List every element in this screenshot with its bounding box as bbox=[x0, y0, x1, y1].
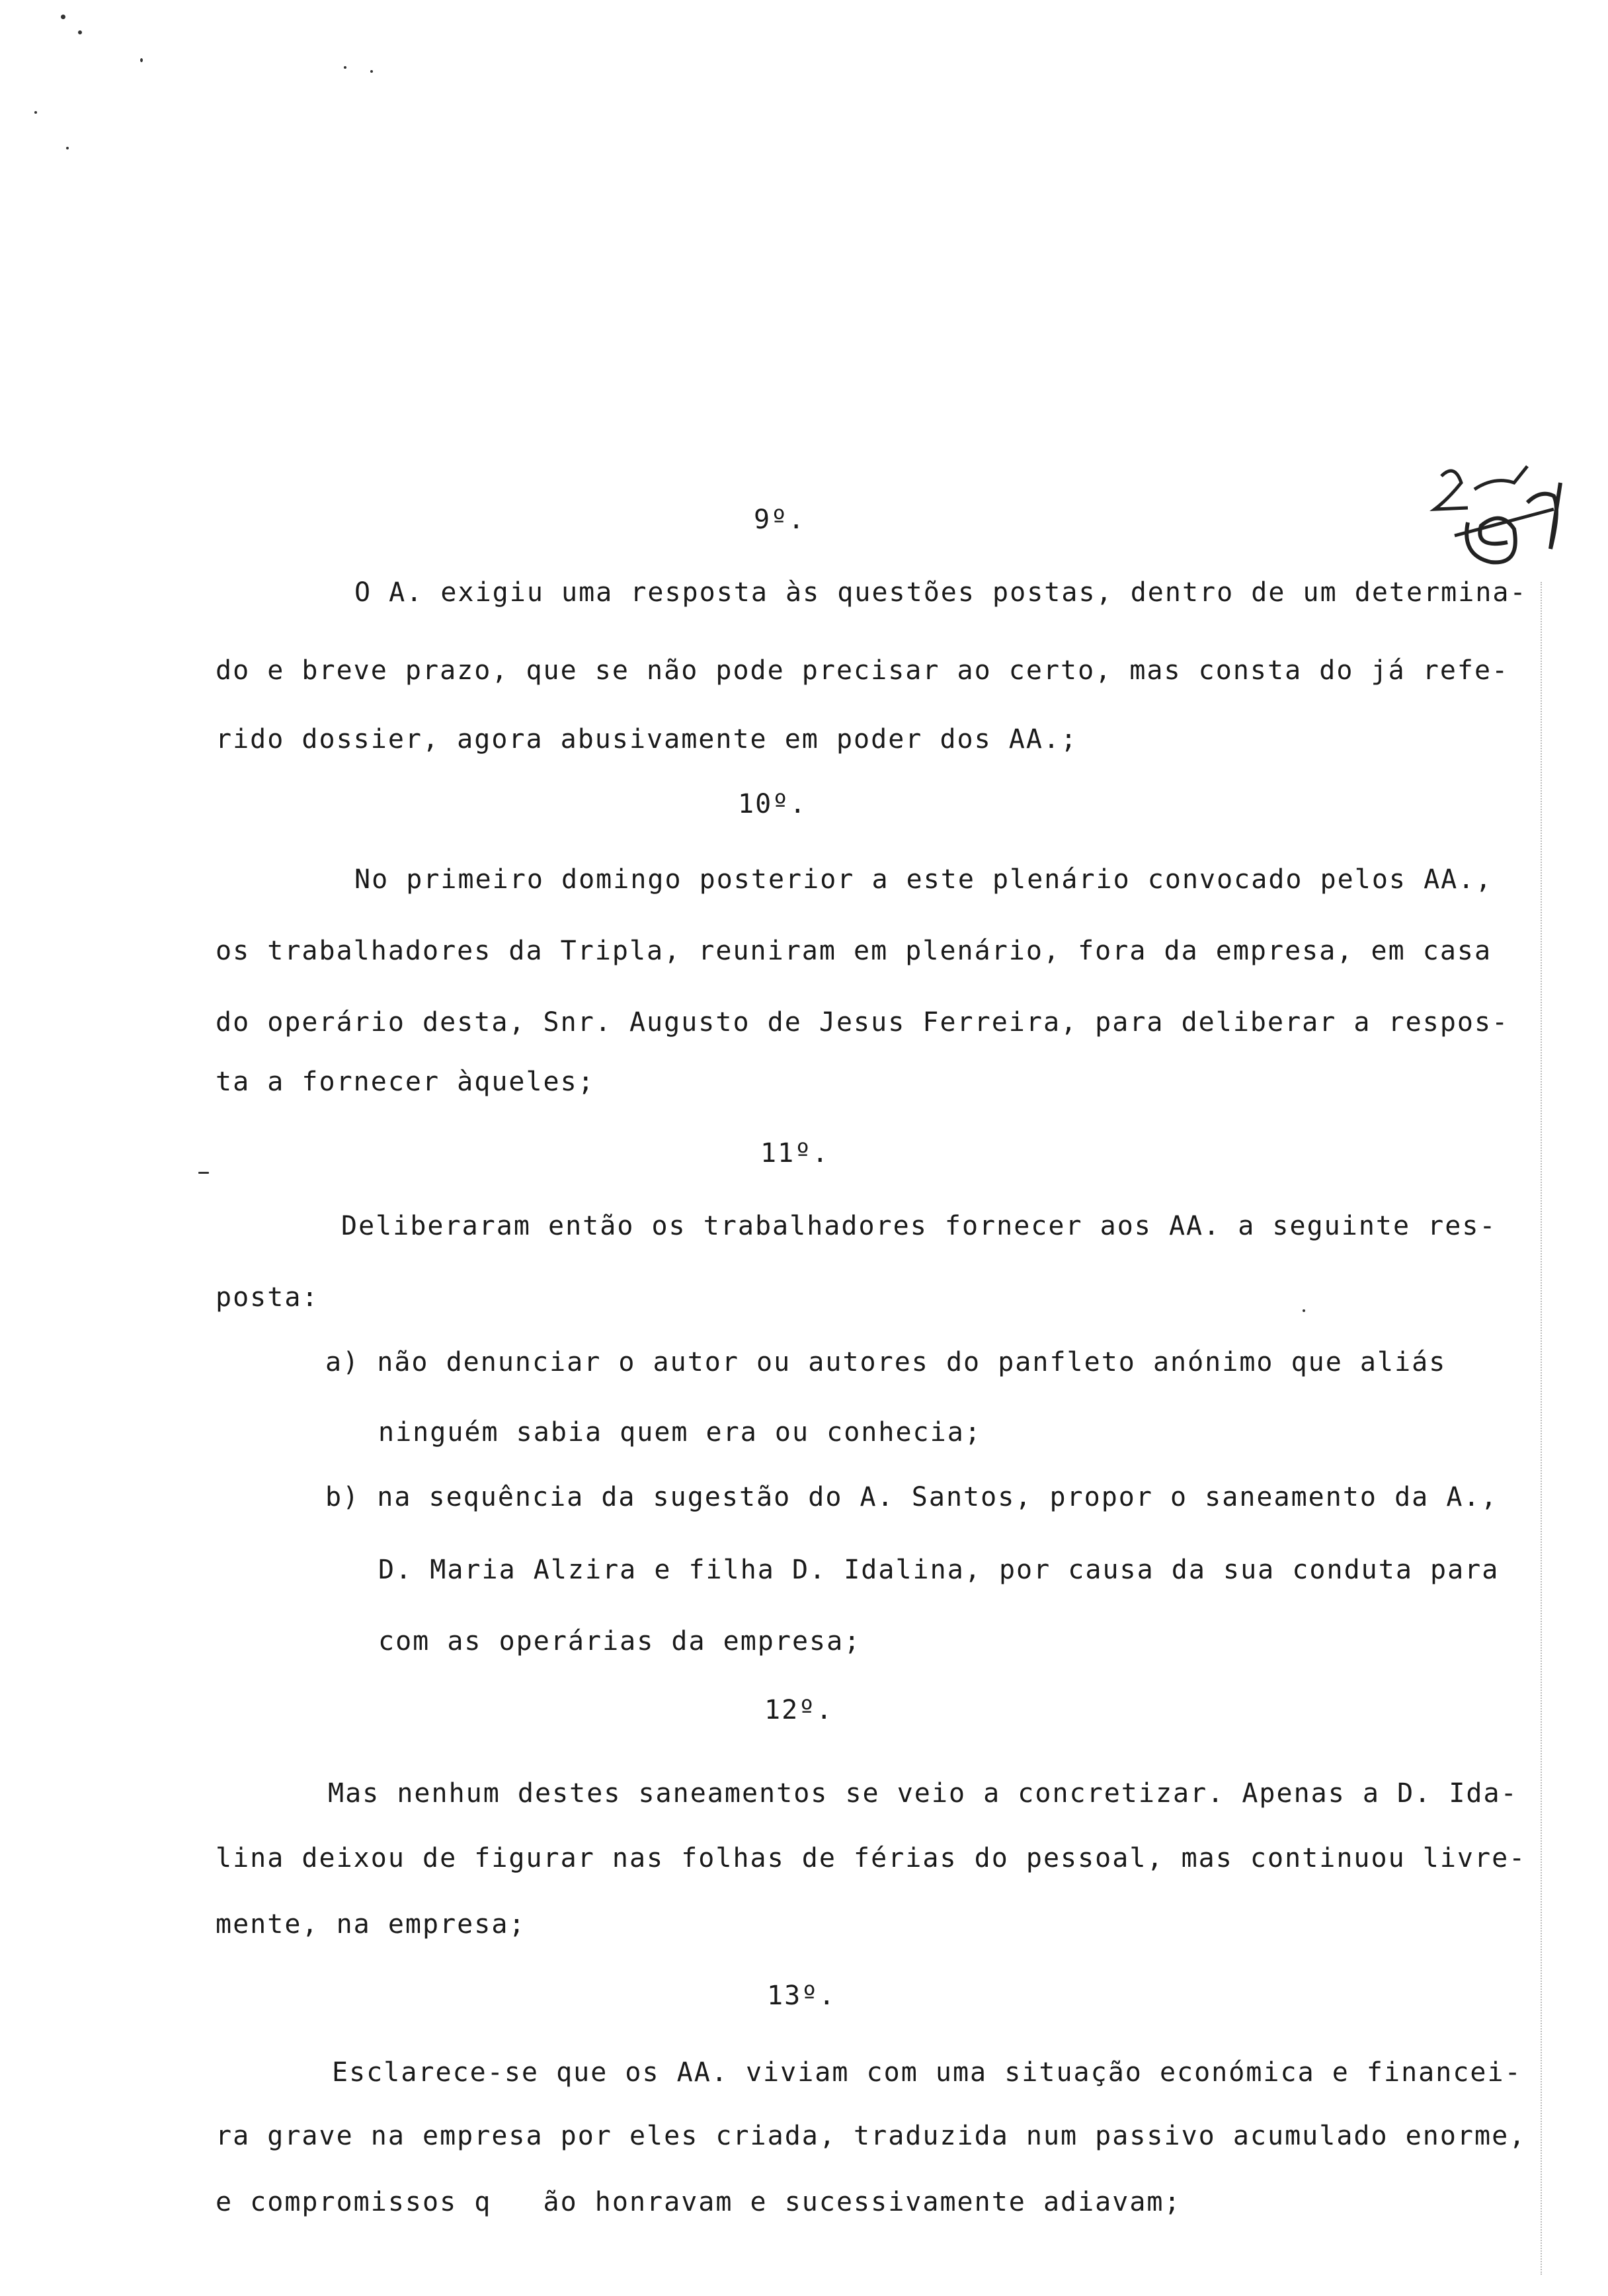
scan-speck bbox=[140, 58, 143, 62]
paragraph-line: O A. exigiu uma resposta às questões postas, dentro de um determina- bbox=[354, 577, 1527, 608]
paragraph-line: do e breve prazo, que se não pode precisar ao certo, mas consta do já refe- bbox=[216, 655, 1509, 686]
section-13-number: 13º. bbox=[767, 1981, 836, 2011]
scan-speck bbox=[34, 111, 37, 114]
list-item-a: a) não denunciar o autor ou autores do panfleto anónimo que aliás bbox=[325, 1347, 1447, 1377]
paragraph-line: os trabalhadores da Tripla, reuniram em plenário, fora da empresa, em casa bbox=[216, 936, 1492, 966]
paragraph-line: Esclarece-se que os AA. viviam com uma situação económica e financei- bbox=[332, 2057, 1522, 2088]
paragraph-line: Deliberaram então os trabalhadores fornecer aos AA. a seguinte res- bbox=[341, 1211, 1497, 1241]
paragraph-line: do operário desta, Snr. Augusto de Jesus Ferreira, para deliberar a respos- bbox=[216, 1007, 1509, 1038]
section-11-number: 11º. bbox=[760, 1138, 830, 1168]
section-9-number: 9º. bbox=[754, 505, 806, 535]
list-item-b-cont: com as operárias da empresa; bbox=[378, 1626, 862, 1657]
paragraph-line: e compromissos q ão honravam e sucessivamente adiavam; bbox=[216, 2187, 1182, 2217]
paragraph-line: posta: bbox=[216, 1282, 319, 1313]
paragraph-line: ta a fornecer àqueles; bbox=[216, 1067, 595, 1097]
paragraph-line: lina deixou de figurar nas folhas de férias do pessoal, mas continuou livre- bbox=[216, 1843, 1527, 1873]
scan-speck bbox=[344, 66, 346, 69]
list-item-a-cont: ninguém sabia quem era ou conhecia; bbox=[378, 1417, 982, 1448]
scan-speck bbox=[78, 30, 82, 34]
paragraph-line: ra grave na empresa por eles criada, traduzida num passivo acumulado enorme, bbox=[216, 2121, 1527, 2151]
paragraph-line: mente, na empresa; bbox=[216, 1909, 526, 1940]
scan-speck bbox=[1303, 1309, 1305, 1312]
section-10-number: 10º. bbox=[738, 789, 807, 819]
scan-speck bbox=[198, 1172, 209, 1174]
scan-speck bbox=[370, 70, 373, 73]
handwritten-folio-mark bbox=[1428, 463, 1574, 575]
margin-rule bbox=[1541, 582, 1542, 2275]
scan-speck bbox=[61, 15, 65, 19]
paragraph-line: rido dossier, agora abusivamente em poder dos AA.; bbox=[216, 724, 1078, 755]
paragraph-line: Mas nenhum destes saneamentos se veio a concretizar. Apenas a D. Ida- bbox=[328, 1778, 1518, 1809]
section-12-number: 12º. bbox=[764, 1695, 834, 1725]
paragraph-line: No primeiro domingo posterior a este plenário convocado pelos AA., bbox=[354, 864, 1493, 895]
list-item-b: b) na sequência da sugestão do A. Santos, propor o saneamento da A., bbox=[325, 1482, 1498, 1512]
list-item-b-cont: D. Maria Alzira e filha D. Idalina, por causa da sua conduta para bbox=[378, 1555, 1500, 1585]
scan-speck bbox=[66, 147, 69, 149]
